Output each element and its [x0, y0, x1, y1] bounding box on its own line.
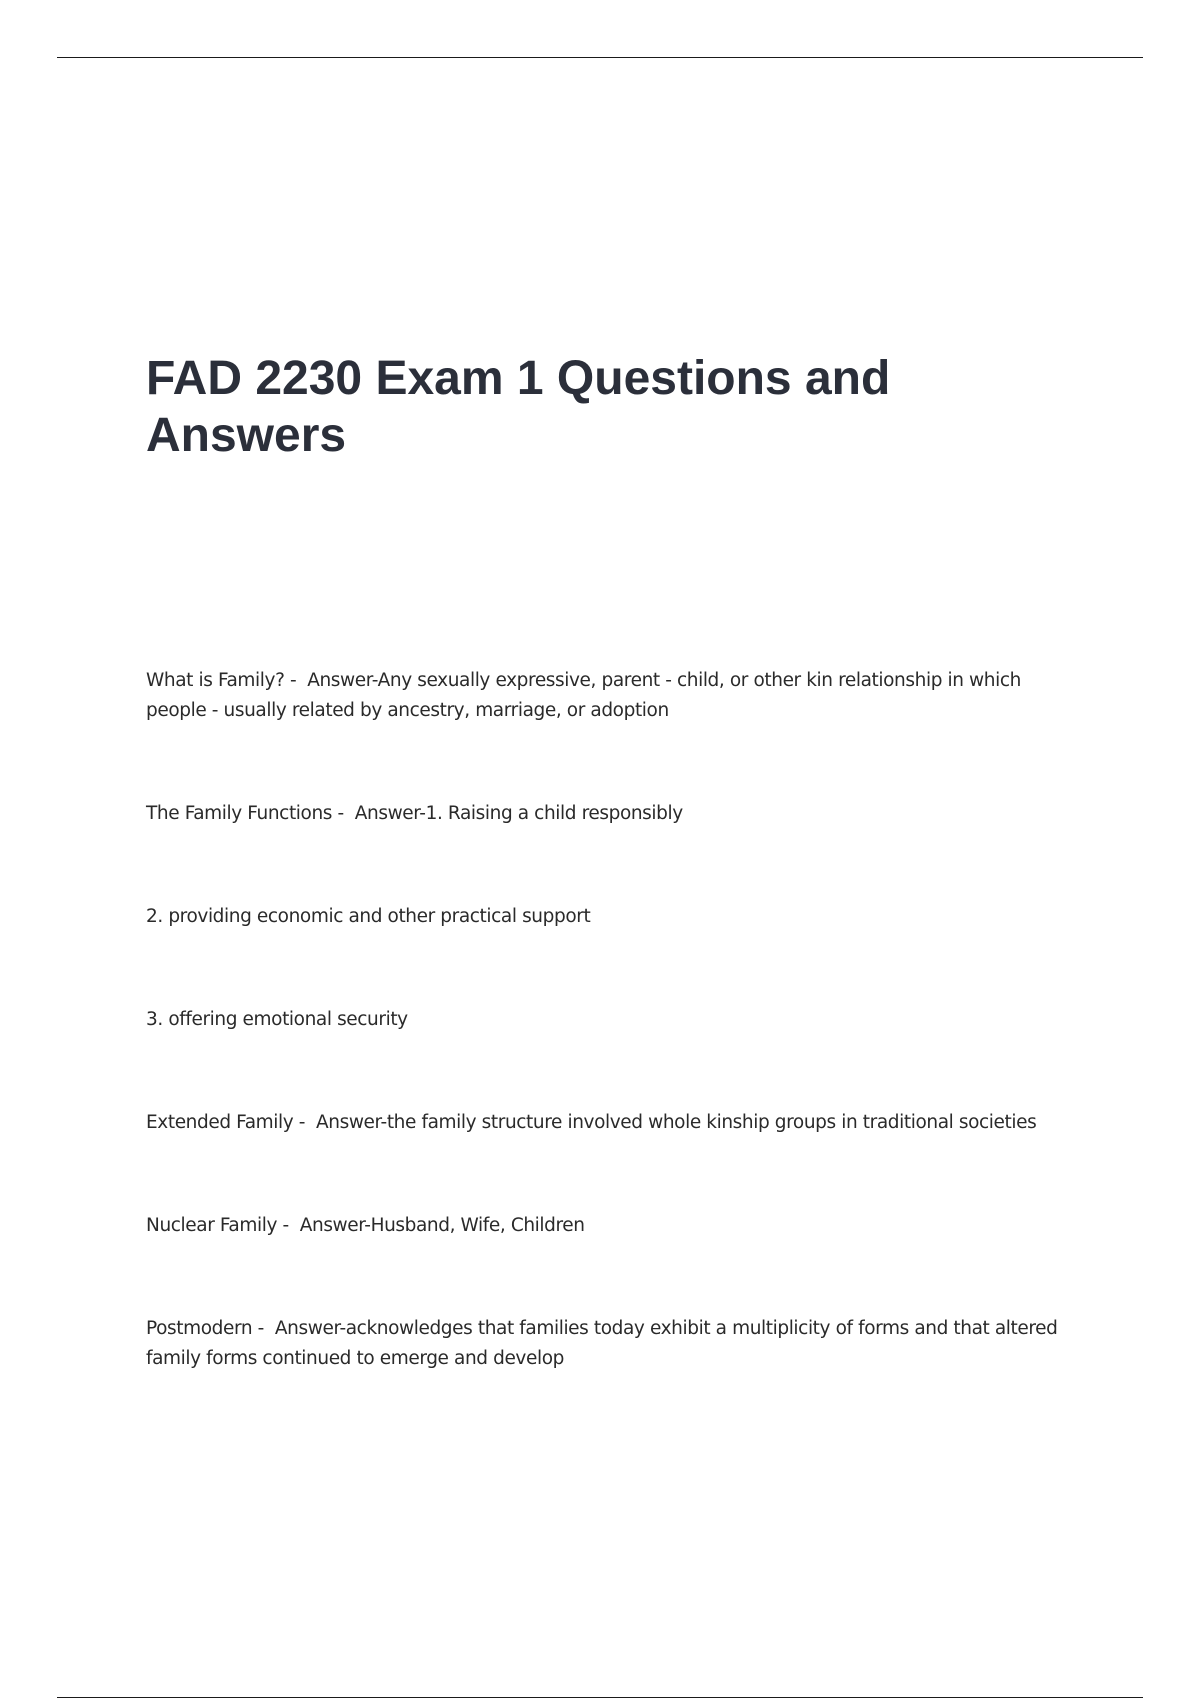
- qa-entry-postmodern: [146, 1314, 1086, 1374]
- question-text: Postmodern: [146, 1318, 253, 1339]
- qa-entry-family-functions: [146, 799, 1086, 829]
- question-text: What is Family?: [146, 670, 285, 691]
- answer-text: Answer-1. Raising a child responsibly: [354, 803, 683, 824]
- qa-entry-what-is-family: [146, 666, 1086, 726]
- question-text: The Family Functions: [146, 803, 333, 824]
- answer-text: Answer-Husband, Wife, Children: [299, 1215, 585, 1236]
- qa-entry-extended-family: [146, 1108, 1086, 1138]
- question-text: Nuclear Family: [146, 1215, 278, 1236]
- title-line-2: Answers: [146, 409, 347, 462]
- footer-rule: [57, 1697, 1143, 1698]
- header-rule: [57, 57, 1143, 58]
- separator: -: [277, 1215, 300, 1236]
- separator: -: [284, 670, 308, 691]
- family-function-item-2: [146, 902, 1086, 932]
- document-title: [146, 350, 1046, 464]
- answer-text: Answer-the family structure involved whole kinship groups in traditional societies: [316, 1112, 1037, 1133]
- list-item-text: 2. providing economic and other practical support: [146, 906, 591, 927]
- separator: -: [252, 1318, 275, 1339]
- answer-text: Answer-Any sexually expressive, parent - child, or other kin relationship in which people - usually related by ancestry, marriage, or adoption: [146, 670, 1021, 721]
- family-function-item-3: [146, 1005, 1086, 1035]
- separator: -: [332, 803, 355, 824]
- list-item-text: 3. offering emotional security: [146, 1009, 408, 1030]
- title-line-1: FAD 2230 Exam 1 Questions and: [146, 352, 891, 405]
- answer-text: Answer-acknowledges that families today exhibit a multiplicity of forms and that altered family forms continued to emerge and develop: [146, 1318, 1058, 1369]
- qa-entry-nuclear-family: [146, 1211, 1086, 1241]
- separator: -: [293, 1112, 316, 1133]
- question-text: Extended Family: [146, 1112, 294, 1133]
